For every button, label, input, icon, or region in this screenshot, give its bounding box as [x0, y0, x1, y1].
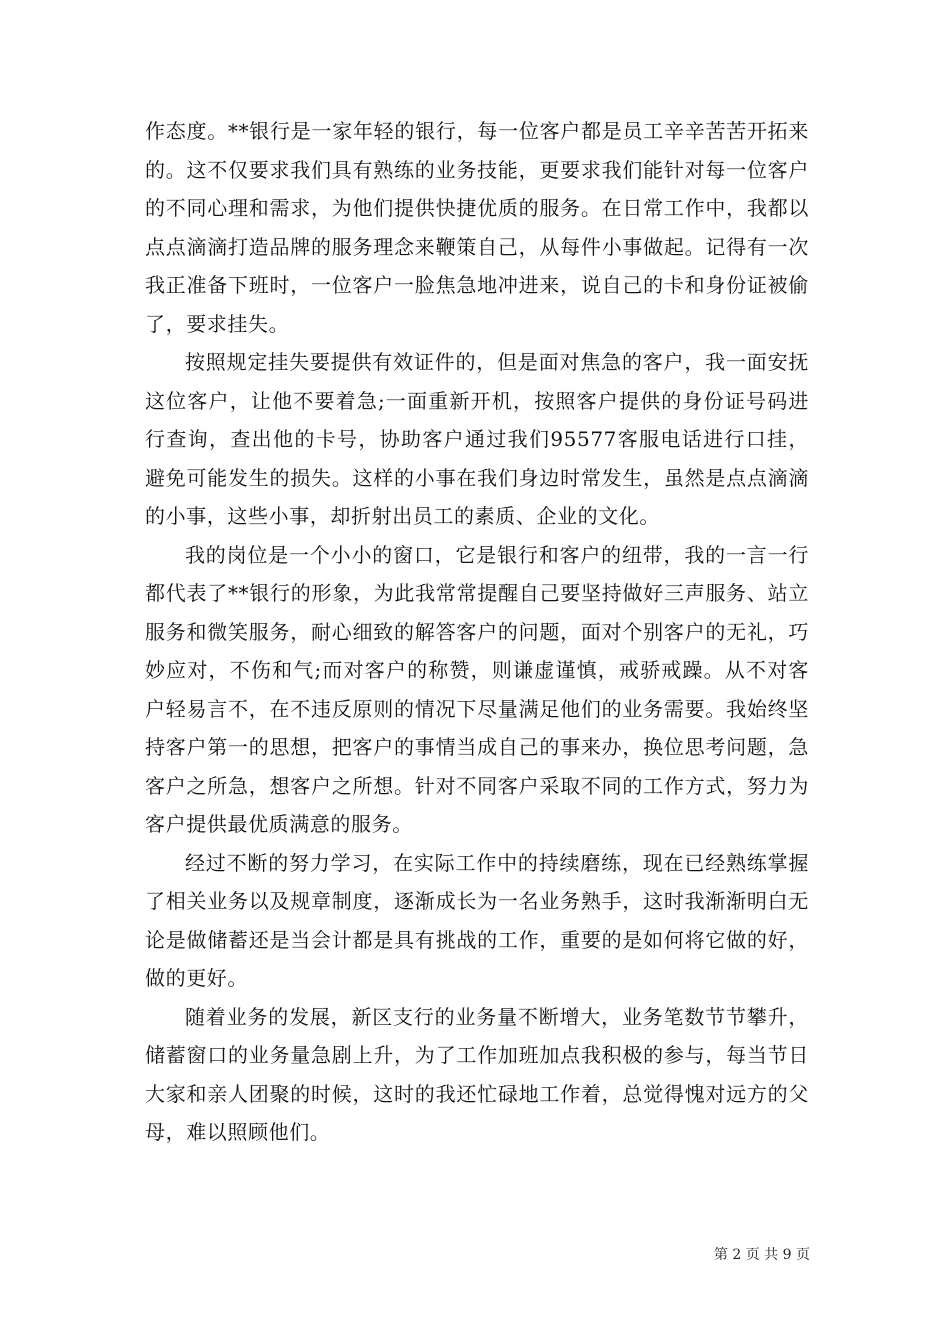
paragraph-learning: 经过不断的努力学习，在实际工作中的持续磨练，现在已经熟练掌握了相关业务以及规章制度，逐渐成长为一名业务熟手，这时我渐渐明白无论是做储蓄还是当会计都是具有挑战的工作，重要的是如何将它做的好，做的更好。: [145, 850, 809, 990]
paragraph-continued: 作态度。**银行是一家年轻的银行，每一位客户都是员工辛辛苦苦开拓来的。这不仅要求我们具有熟练的业务技能，更要求我们能针对每一位客户的不同心理和需求，为他们提供快捷优质的服务。在日常工作中，我都以点点滴滴打造品牌的服务理念来鞭策自己，从每件小事做起。记得有一次我正准备下班时，一位客户一脸焦急地冲进来，说自己的卡和身份证被偷了，要求挂失。: [145, 119, 809, 336]
page-number-footer: 第 2 页 共 9 页: [713, 1247, 810, 1263]
paragraph-workload: 随着业务的发展，新区支行的业务量不断增大，业务笔数节节攀升，储蓄窗口的业务量急剧上升，为了工作加班加点我积极的参与，每当节日大家和亲人团聚的时候，这时的我还忙碌地工作着，总觉得愧对远方的父母，难以照顾他们。: [145, 1004, 809, 1144]
document-body: [145, 112, 809, 1152]
paragraph-service-window: 我的岗位是一个小小的窗口，它是银行和客户的纽带，我的一言一行都代表了**银行的形象，为此我常常提醒自己要坚持做好三声服务、站立服务和微笑服务，耐心细致的解答客户的问题，面对个别客户的无礼，巧妙应对，不伤和气;而对客户的称赞，则谦虚谨慎，戒骄戒躁。从不对客户轻易言不，在不违反原则的情况下尽量满足他们的业务需要。我始终坚持客户第一的思想，把客户的事情当成自己的事来办，换位思考问题，急客户之所急，想客户之所想。针对不同客户采取不同的工作方式，努力为客户提供最优质满意的服务。: [145, 542, 809, 836]
paragraph-report-loss: 按照规定挂失要提供有效证件的，但是面对焦急的客户，我一面安抚这位客户，让他不要着急;一面重新开机，按照客户提供的身份证号码进行查询，查出他的卡号，协助客户通过我们95577客服电话进行口挂，避免可能发生的损失。这样的小事在我们身边时常发生，虽然是点点滴滴的小事，这些小事，却折射出员工的素质、企业的文化。: [145, 350, 809, 528]
